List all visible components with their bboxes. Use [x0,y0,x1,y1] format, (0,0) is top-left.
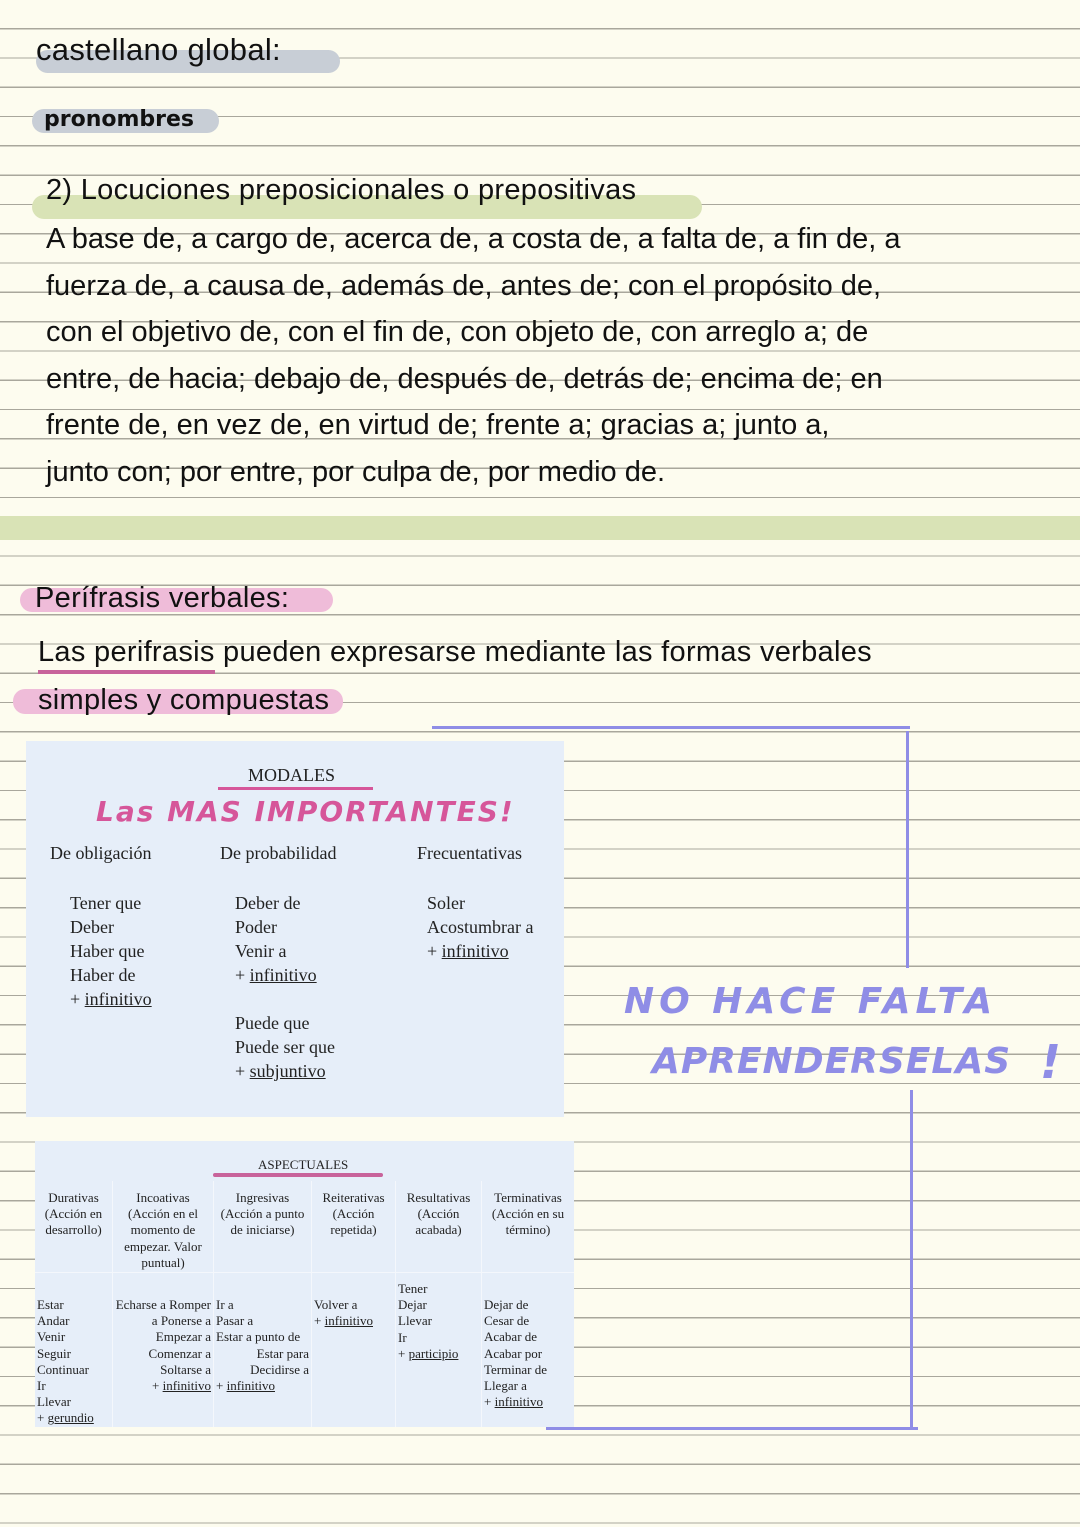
verb: Cesar de [484,1313,530,1329]
verb: Comenzar a [148,1345,211,1361]
verb: Decidirse a [250,1361,309,1377]
bracket-top [432,726,910,729]
verb: a Ponerse a [151,1313,211,1329]
column-header: Ingresivas (Acción a punto de iniciarse) [214,1181,311,1273]
verb: Andar [37,1313,70,1329]
verb: Haber de [70,965,136,985]
column-header: De obligación [50,843,152,863]
aspectuales-col [35,1181,112,1427]
aspectuales-title: ASPECTUALES [258,1157,349,1172]
verb: Empezar a [155,1329,211,1345]
bracket-right-bottom [910,1090,913,1430]
verb: Puede que [235,1013,310,1033]
perifrasis-term: Las perifrasis [38,636,215,674]
verb: Deber [70,917,114,937]
annotation-mas-importantes: Las MAS IMPORTANTES! [96,795,515,828]
line: con el objetivo de, con el fin de, con objeto de, con arreglo a; de [46,316,869,348]
verb: Estar [37,1297,64,1312]
line: A base de, a cargo de, acerca de, a costa de, a falta de, a fin de, a [46,223,901,255]
aspectuales-col [213,1181,311,1427]
verb: Puede ser que [235,1037,335,1057]
verb: Soltarse a [160,1361,211,1377]
form: infinitivo [494,1394,543,1410]
line: frente de, en vez de, en virtud de; frente a; gracias a; junto a, [46,409,830,441]
bracket-bottom [546,1427,918,1430]
plus: + [427,941,442,961]
form: infinitivo [226,1378,275,1394]
verb: Acabar por [484,1345,543,1361]
plus: + [235,1061,250,1081]
plus: + [70,989,85,1009]
modales-col-obligacion [50,841,152,1011]
plus: + [235,965,250,985]
aspectuales-col [311,1181,395,1427]
modales-col-probabilidad [220,841,336,1083]
verb: Acabar de [484,1329,538,1345]
column-header: Frecuentativas [417,843,522,863]
column-header: Reiterativas (Acción repetida) [312,1181,395,1273]
verb: Continuar [37,1361,89,1377]
form: infinitivo [324,1313,373,1329]
note-line1: NO HACE FALTA [624,981,998,1022]
aspectuales-col [395,1181,481,1427]
verb: Volver a [314,1297,358,1312]
verb: Ir [37,1378,46,1394]
form-row: + infinitivo [484,1394,543,1410]
note-line2: APRENDERSELAS [652,1041,1012,1082]
section-divider [0,516,1080,540]
line: junto con; por entre, por culpa de, por medio de. [46,455,666,488]
verb: Dejar [398,1297,427,1313]
verb: Llegar a [484,1378,527,1394]
verb: Dejar de [484,1297,529,1312]
form: gerundio [47,1410,94,1426]
verb: Soler [427,893,465,913]
modales-underline [218,787,373,790]
perifrasis-line2: simples y compuestas [38,684,330,716]
modales-table [26,741,564,1117]
column-header: Durativas (Acción en desarrollo) [35,1181,112,1273]
verb: Tener que [70,893,142,913]
verb: Poder [235,917,277,937]
column-header: De probabilidad [220,843,337,863]
form-row: + infinitivo [216,1378,275,1394]
page-title: castellano global: [36,32,281,67]
column-header: Resultativas (Acción acabada) [396,1181,481,1273]
subtitle: pronombres [44,107,195,132]
perifrasis-text: pueden expresarse mediante las formas verbales [214,636,872,668]
form-row: + infinitivo [314,1313,373,1329]
verb: Pasar a [216,1313,254,1329]
form-row: + infinitivo [152,1378,211,1394]
verb: Estar para [256,1345,309,1361]
perifrasis-line1 [38,634,872,670]
column-header: Incoativas (Acción en el momento de empezar. Valor puntual) [113,1181,213,1273]
form: infinitivo [84,989,152,1009]
verb: Estar a punto de [216,1329,301,1345]
aspectuales-col [112,1181,213,1427]
line: entre, de hacia; debajo de, después de, detrás de; encima de; en [46,362,883,395]
modales-title: MODALES [248,765,336,785]
verb: Echarse a Romper [115,1297,211,1312]
verb: Llevar [398,1313,432,1329]
form: infinitivo [162,1378,211,1394]
verb: Ir [398,1329,407,1345]
bracket-right-top [906,731,909,968]
form: subjuntivo [249,1061,326,1081]
verb: Venir [37,1329,66,1345]
verb: Acostumbrar a [427,917,534,937]
verb: Seguir [37,1345,71,1361]
modales-col-frecuentativas [417,841,533,963]
verb: Tener [398,1281,428,1296]
form: infinitivo [249,965,317,985]
verb: Llevar [37,1394,71,1410]
verb: Venir a [235,941,287,961]
verb: Deber de [235,893,301,913]
verb: Haber que [70,941,145,961]
line: fuerza de, a causa de, además de, antes de; con el propósito de, [46,269,882,302]
form: infinitivo [441,941,509,961]
form-row: + participio [398,1345,459,1361]
note-exclamation: ! [1040,1035,1061,1089]
section2-heading: 2) Locuciones preposicionales o prepositivas [46,174,637,206]
verb: Terminar de [484,1361,547,1377]
perifrasis-heading: Perífrasis verbales: [35,582,290,614]
aspectuales-table [35,1141,574,1427]
aspectuales-underline [213,1173,383,1177]
aspectuales-col [481,1181,574,1427]
form: participio [408,1345,459,1361]
form-row: + gerundio [37,1410,94,1426]
verb: Ir a [216,1297,234,1312]
locuciones-paragraph [46,216,1076,495]
column-header: Terminativas (Acción en su término) [482,1181,574,1273]
